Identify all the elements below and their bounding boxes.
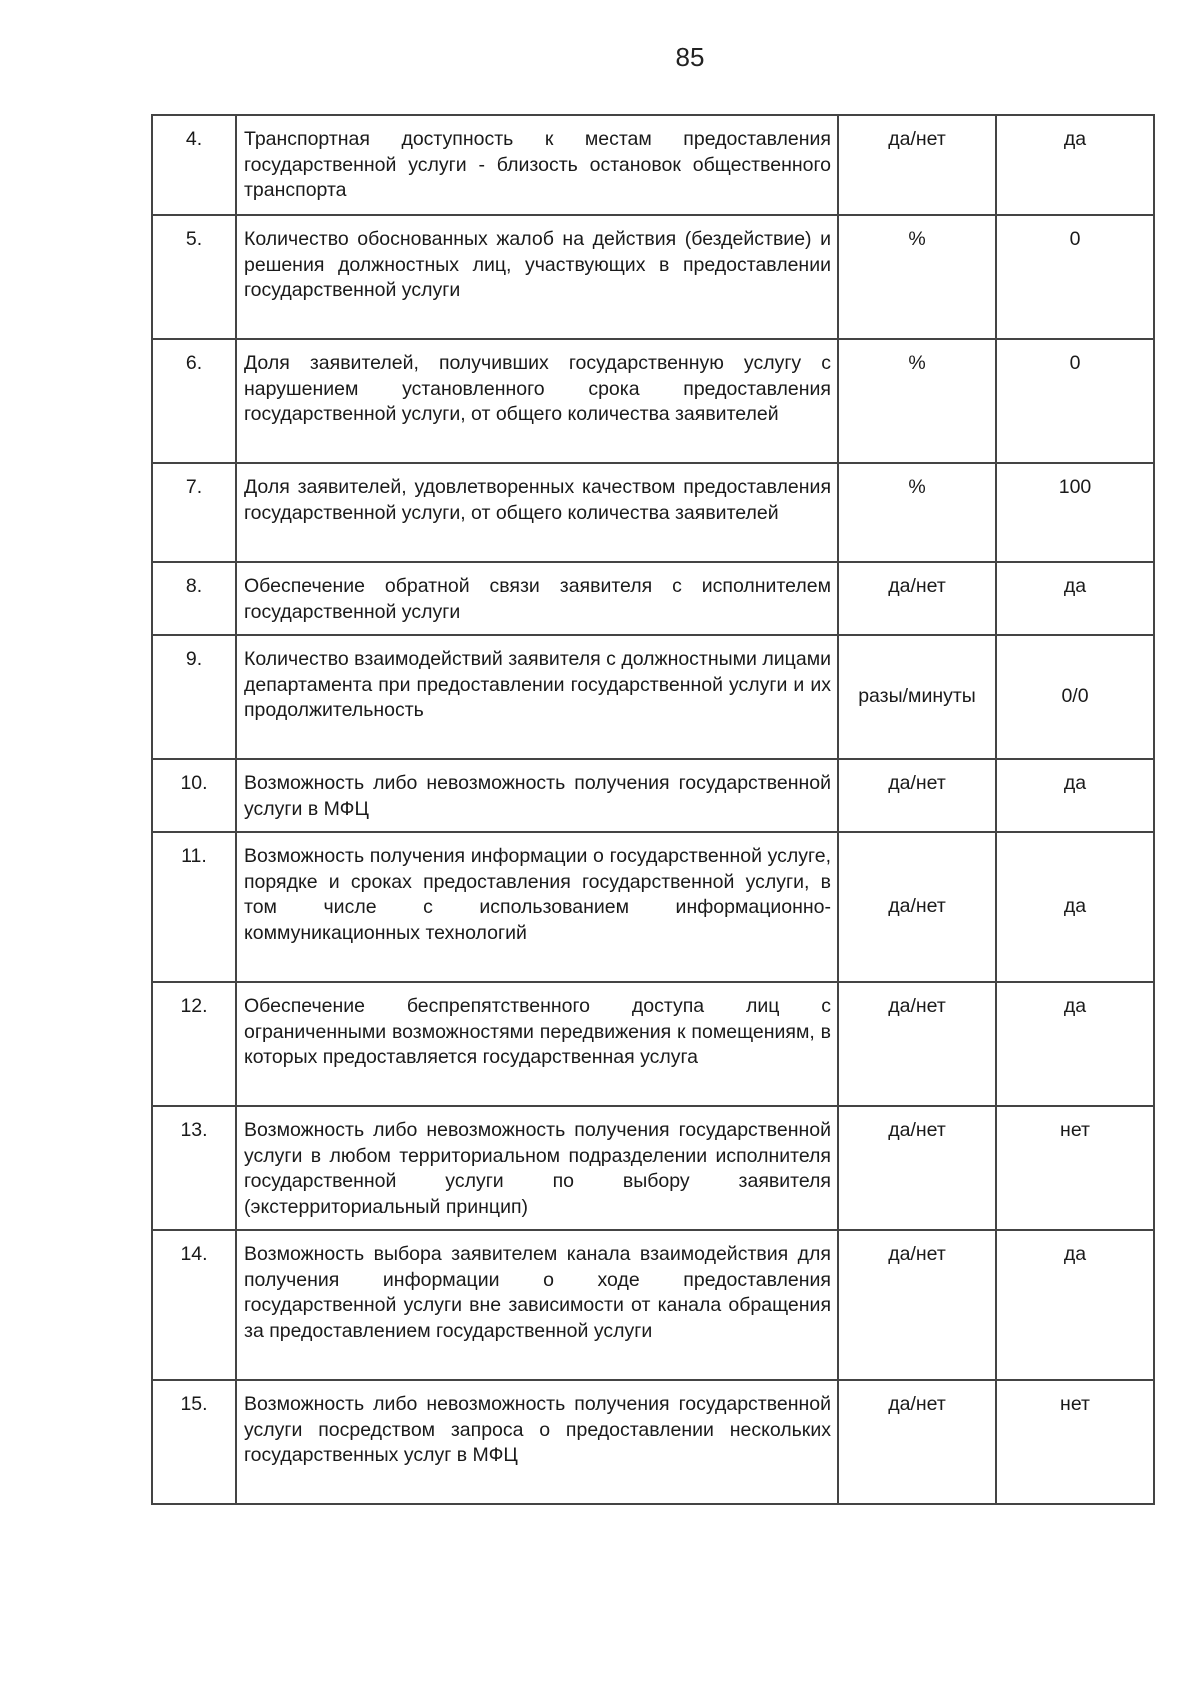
table-row xyxy=(152,115,1154,215)
table-row xyxy=(152,635,1154,759)
indicator-value: да xyxy=(996,759,1154,832)
row-number: 7. xyxy=(152,463,236,562)
indicator-value: 0 xyxy=(996,215,1154,339)
indicator-value: 0/0 xyxy=(996,635,1154,759)
unit-of-measure: да/нет xyxy=(838,115,996,215)
row-number: 8. xyxy=(152,562,236,635)
unit-of-measure: да/нет xyxy=(838,1380,996,1504)
table-row xyxy=(152,1230,1154,1380)
indicator-description: Количество взаимодействий заявителя с должностными лицами департамента при предоставлении государственной услуги и их продолжительность xyxy=(236,635,838,759)
indicator-value: да xyxy=(996,1230,1154,1380)
unit-of-measure: да/нет xyxy=(838,759,996,832)
indicator-description: Доля заявителей, получивших государственную услугу с нарушением установленного срока предоставления государственной услуги, от общего количества заявителей xyxy=(236,339,838,463)
indicator-description: Транспортная доступность к местам предоставления государственной услуги - близость остановок общественного транспорта xyxy=(236,115,838,215)
unit-of-measure: да/нет xyxy=(838,1230,996,1380)
unit-of-measure: разы/минуты xyxy=(838,635,996,759)
indicator-description: Доля заявителей, удовлетворенных качеством предоставления государственной услуги, от общего количества заявителей xyxy=(236,463,838,562)
row-number: 4. xyxy=(152,115,236,215)
indicator-value: нет xyxy=(996,1380,1154,1504)
page-number: 85 xyxy=(675,42,705,72)
indicator-description: Возможность выбора заявителем канала взаимодействия для получения информации о ходе предоставления государственной услуги вне зависимости от канала обращения за предоставлением государственной услуги xyxy=(236,1230,838,1380)
table-row xyxy=(152,982,1154,1106)
unit-of-measure: % xyxy=(838,463,996,562)
indicator-value: да xyxy=(996,832,1154,982)
row-number: 6. xyxy=(152,339,236,463)
indicator-description: Возможность получения информации о государственной услуге, порядке и сроках предоставления государственной услуги, в том числе с использованием информационно-коммуникационных технологий xyxy=(236,832,838,982)
unit-of-measure: да/нет xyxy=(838,1106,996,1230)
indicator-value: да xyxy=(996,982,1154,1106)
unit-of-measure: да/нет xyxy=(838,832,996,982)
table-row xyxy=(152,562,1154,635)
row-number: 15. xyxy=(152,1380,236,1504)
unit-of-measure: да/нет xyxy=(838,982,996,1106)
indicator-value: да xyxy=(996,115,1154,215)
row-number: 14. xyxy=(152,1230,236,1380)
table-row xyxy=(152,832,1154,982)
unit-of-measure: % xyxy=(838,215,996,339)
unit-of-measure: % xyxy=(838,339,996,463)
indicator-description: Обеспечение беспрепятственного доступа лиц с ограниченными возможностями передвижения к помещениям, в которых предоставляется государственная услуга xyxy=(236,982,838,1106)
row-number: 10. xyxy=(152,759,236,832)
indicator-description: Возможность либо невозможность получения государственной услуги в МФЦ xyxy=(236,759,838,832)
indicator-value: нет xyxy=(996,1106,1154,1230)
row-number: 12. xyxy=(152,982,236,1106)
row-number: 9. xyxy=(152,635,236,759)
indicators-table xyxy=(151,114,1155,1505)
table-row xyxy=(152,1106,1154,1230)
indicator-value: 0 xyxy=(996,339,1154,463)
row-number: 13. xyxy=(152,1106,236,1230)
table-row xyxy=(152,339,1154,463)
row-number: 11. xyxy=(152,832,236,982)
table-row xyxy=(152,759,1154,832)
table-row xyxy=(152,463,1154,562)
indicator-value: 100 xyxy=(996,463,1154,562)
table-row xyxy=(152,1380,1154,1504)
indicator-description: Возможность либо невозможность получения государственной услуги в любом территориальном подразделении исполнителя государственной услуги по выбору заявителя (экстерриториальный принцип) xyxy=(236,1106,838,1230)
indicator-value: да xyxy=(996,562,1154,635)
indicator-description: Возможность либо невозможность получения государственной услуги посредством запроса о предоставлении нескольких государственных услуг в МФЦ xyxy=(236,1380,838,1504)
unit-of-measure: да/нет xyxy=(838,562,996,635)
indicator-description: Обеспечение обратной связи заявителя с исполнителем государственной услуги xyxy=(236,562,838,635)
table-row xyxy=(152,215,1154,339)
indicators-table-wrap xyxy=(151,114,1153,1505)
row-number: 5. xyxy=(152,215,236,339)
indicator-description: Количество обоснованных жалоб на действия (бездействие) и решения должностных лиц, участвующих в предоставлении государственной услуги xyxy=(236,215,838,339)
